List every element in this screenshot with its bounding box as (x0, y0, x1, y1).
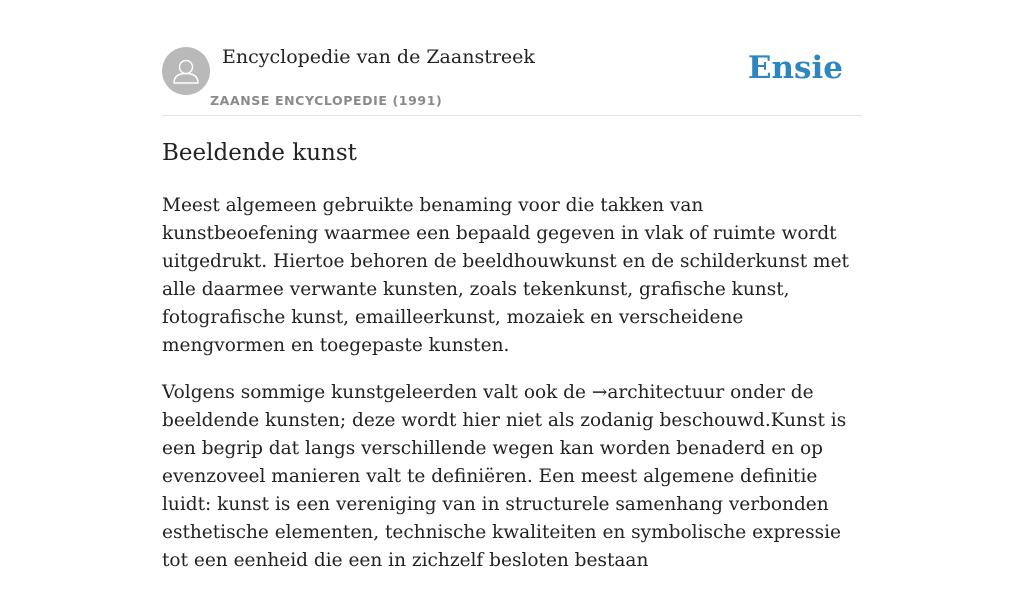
paragraph (162, 379, 862, 575)
user-placeholder-icon (162, 47, 210, 95)
paragraph-text: Volgens sommige kunstgeleerden valt ook de (162, 382, 592, 403)
paragraph: Meest algemeen gebruikte benaming voor die takken van kunstbeoefening waarmee een bepaald gegeven in vlak of ruimte wordt uitgedrukt. Hiertoe behoren de beeldhouwkunst en de schilderkunst met alle daarmee verwante kunsten, zoals tekenkunst, grafische kunst, fotografische kunst, emailleerkunst, mozaiek en verscheidene mengvormen en toegepaste kunsten. (162, 195, 849, 356)
paragraph-text: onder de beeldende kunsten; deze wordt hier niet als zodanig beschouwd.Kunst is een begrip dat langs verschillende wegen kan worden benaderd en op evenzoveel manieren valt te definiëren. Een meest algemene definitie luidt: kunst is een vereniging van in structurele samenhang verbonden esthetische elementen, technische kwaliteiten en symbolische expressie tot een eenheid die een in zichzelf besloten bestaan (162, 382, 847, 571)
avatar[interactable] (162, 47, 210, 95)
header-divider (162, 115, 862, 116)
cross-reference-link[interactable]: →architectuur (591, 382, 725, 403)
source-title[interactable]: Encyclopedie van de Zaanstreek (222, 46, 535, 68)
source-subtitle[interactable]: ZAANSE ENCYCLOPEDIE (1991) (210, 93, 443, 108)
brand-logo[interactable]: Ensie (747, 50, 843, 86)
article-body (162, 192, 862, 594)
article-title: Beeldende kunst (162, 140, 357, 166)
